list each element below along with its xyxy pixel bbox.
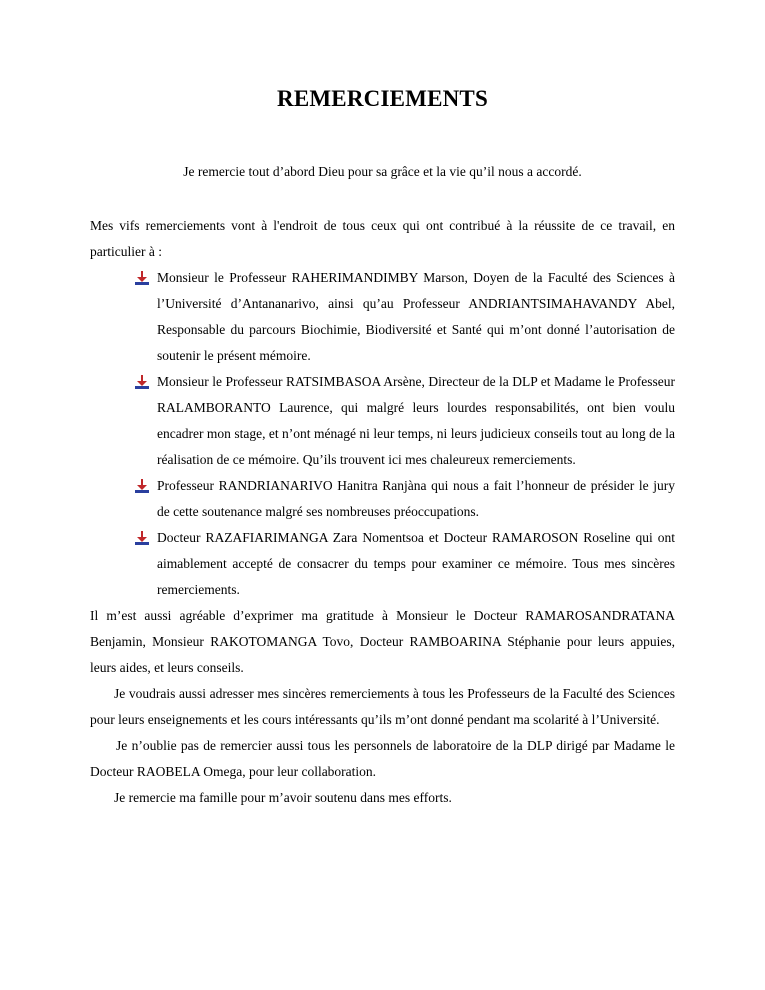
thanks-list (90, 265, 675, 603)
arrow-bullet-icon (135, 375, 149, 389)
list-item (157, 473, 675, 525)
page-title: REMERCIEMENTS (277, 86, 488, 111)
list-item (157, 265, 675, 369)
family-paragraph: Je remercie ma famille pour m’avoir soutenu dans mes efforts. (114, 790, 452, 805)
list-item-text: Monsieur le Professeur RAHERIMANDIMBY Marson, Doyen de la Faculté des Sciences à l’Université d’Antananarivo, ainsi qu’au Professeur ANDRIANTSIMAHAVANDY Abel, Responsable du parcours Biochimie, Biodiversité et Santé qui m’ont donné l’autorisation de soutenir le présent mémoire. (157, 270, 675, 363)
arrow-bullet-icon (135, 531, 149, 545)
doctors-paragraph: Il m’est aussi agréable d’exprimer ma gratitude à Monsieur le Docteur RAMAROSANDRATANA Benjamin, Monsieur RAKOTOMANGA Tovo, Docteur RAMBOARINA Stéphanie pour leurs appuies, leurs aides, et leurs conseils. (90, 608, 675, 675)
lead-paragraph: Mes vifs remerciements vont à l'endroit de tous ceux qui ont contribué à la réussite de ce travail, en particulier à : (90, 218, 675, 259)
arrow-bullet-icon (135, 271, 149, 285)
list-item-text: Monsieur le Professeur RATSIMBASOA Arsène, Directeur de la DLP et Madame le Professeur RALAMBORANTO Laurence, qui malgré leurs lourdes responsabilités, ont bien voulu encadrer mon stage, et n’ont ménagé ni leur temps, ni leurs judicieux conseils tout au long de la réalisation de ce mémoire. Qu’ils trouvent ici mes chaleureux remerciements. (157, 374, 675, 467)
list-item-text: Docteur RAZAFIARIMANGA Zara Nomentsoa et Docteur RAMAROSON Roseline qui ont aimablement accepté de consacrer du temps pour examiner ce mémoire. Tous mes sincères remerciements. (157, 530, 675, 597)
body-text (90, 213, 675, 811)
lab-paragraph: Je n’oublie pas de remercier aussi tous les personnels de laboratoire de la DLP dirigé par Madame le Docteur RAOBELA Omega, pour leur collaboration. (90, 738, 675, 779)
list-item-text: Professeur RANDRIANARIVO Hanitra Ranjàna qui nous a fait l’honneur de présider le jury de cette soutenance malgré ses nombreuses préoccupations. (157, 478, 675, 519)
intro-sentence: Je remercie tout d’abord Dieu pour sa grâce et la vie qu’il nous a accordé. (183, 164, 582, 179)
list-item (157, 369, 675, 473)
arrow-bullet-icon (135, 479, 149, 493)
list-item (157, 525, 675, 603)
professors-paragraph: Je voudrais aussi adresser mes sincères remerciements à tous les Professeurs de la Faculté des Sciences pour leurs enseignements et les cours intéressants qu’ils m’ont donné pendant ma scolarité à l’Université. (90, 686, 675, 727)
